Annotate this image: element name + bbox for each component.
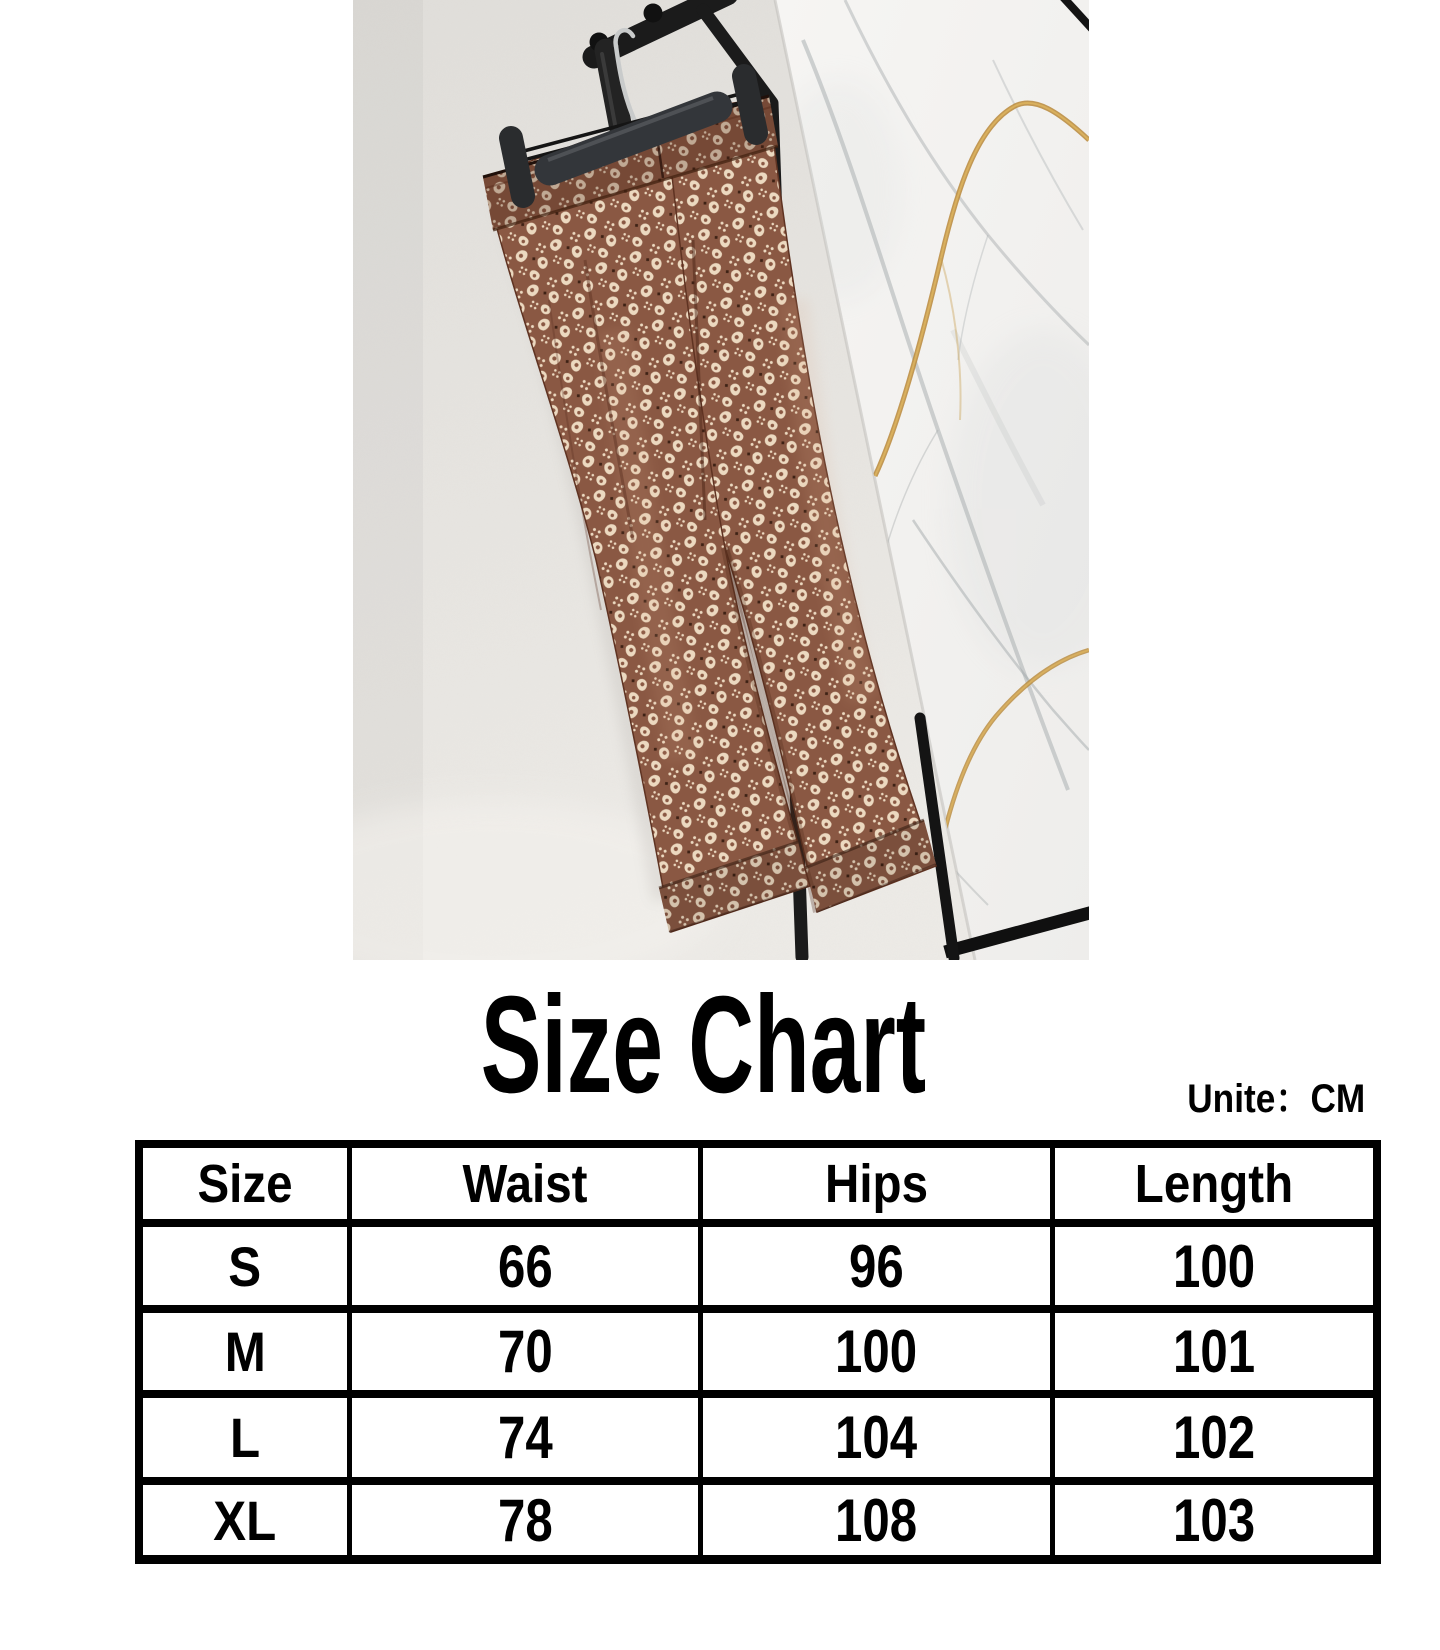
size-m-length: 101 [1055,1313,1373,1390]
size-xl-hips: 108 [703,1485,1050,1555]
size-xl-length: 103 [1055,1485,1373,1555]
size-s-waist: 66 [352,1227,698,1305]
size-xl-waist: 78 [352,1485,698,1555]
size-m-hips: 100 [703,1313,1050,1390]
hanger-clip [511,138,523,196]
page-title: Size Chart [480,968,926,1122]
header-length: Length [1055,1148,1373,1219]
size-m-waist: 70 [352,1313,698,1390]
size-xl-label: XL [143,1485,347,1555]
size-s-hips: 96 [703,1227,1050,1305]
size-l-hips: 104 [703,1398,1050,1477]
size-s-length: 100 [1055,1227,1373,1305]
header-hips: Hips [703,1148,1050,1219]
size-m-label: M [143,1313,347,1390]
size-s-label: S [143,1227,347,1305]
size-l-waist: 74 [352,1398,698,1477]
size-l-length: 102 [1055,1398,1373,1477]
size-l-label: L [143,1398,347,1477]
product-photo [353,0,1089,960]
unit-label: Unite：CM [1187,1077,1365,1121]
rail-knob [644,4,663,23]
header-size: Size [143,1148,347,1219]
header-waist: Waist [352,1148,698,1219]
size-chart-table [135,1140,1381,1564]
hanger-clip [744,76,756,133]
